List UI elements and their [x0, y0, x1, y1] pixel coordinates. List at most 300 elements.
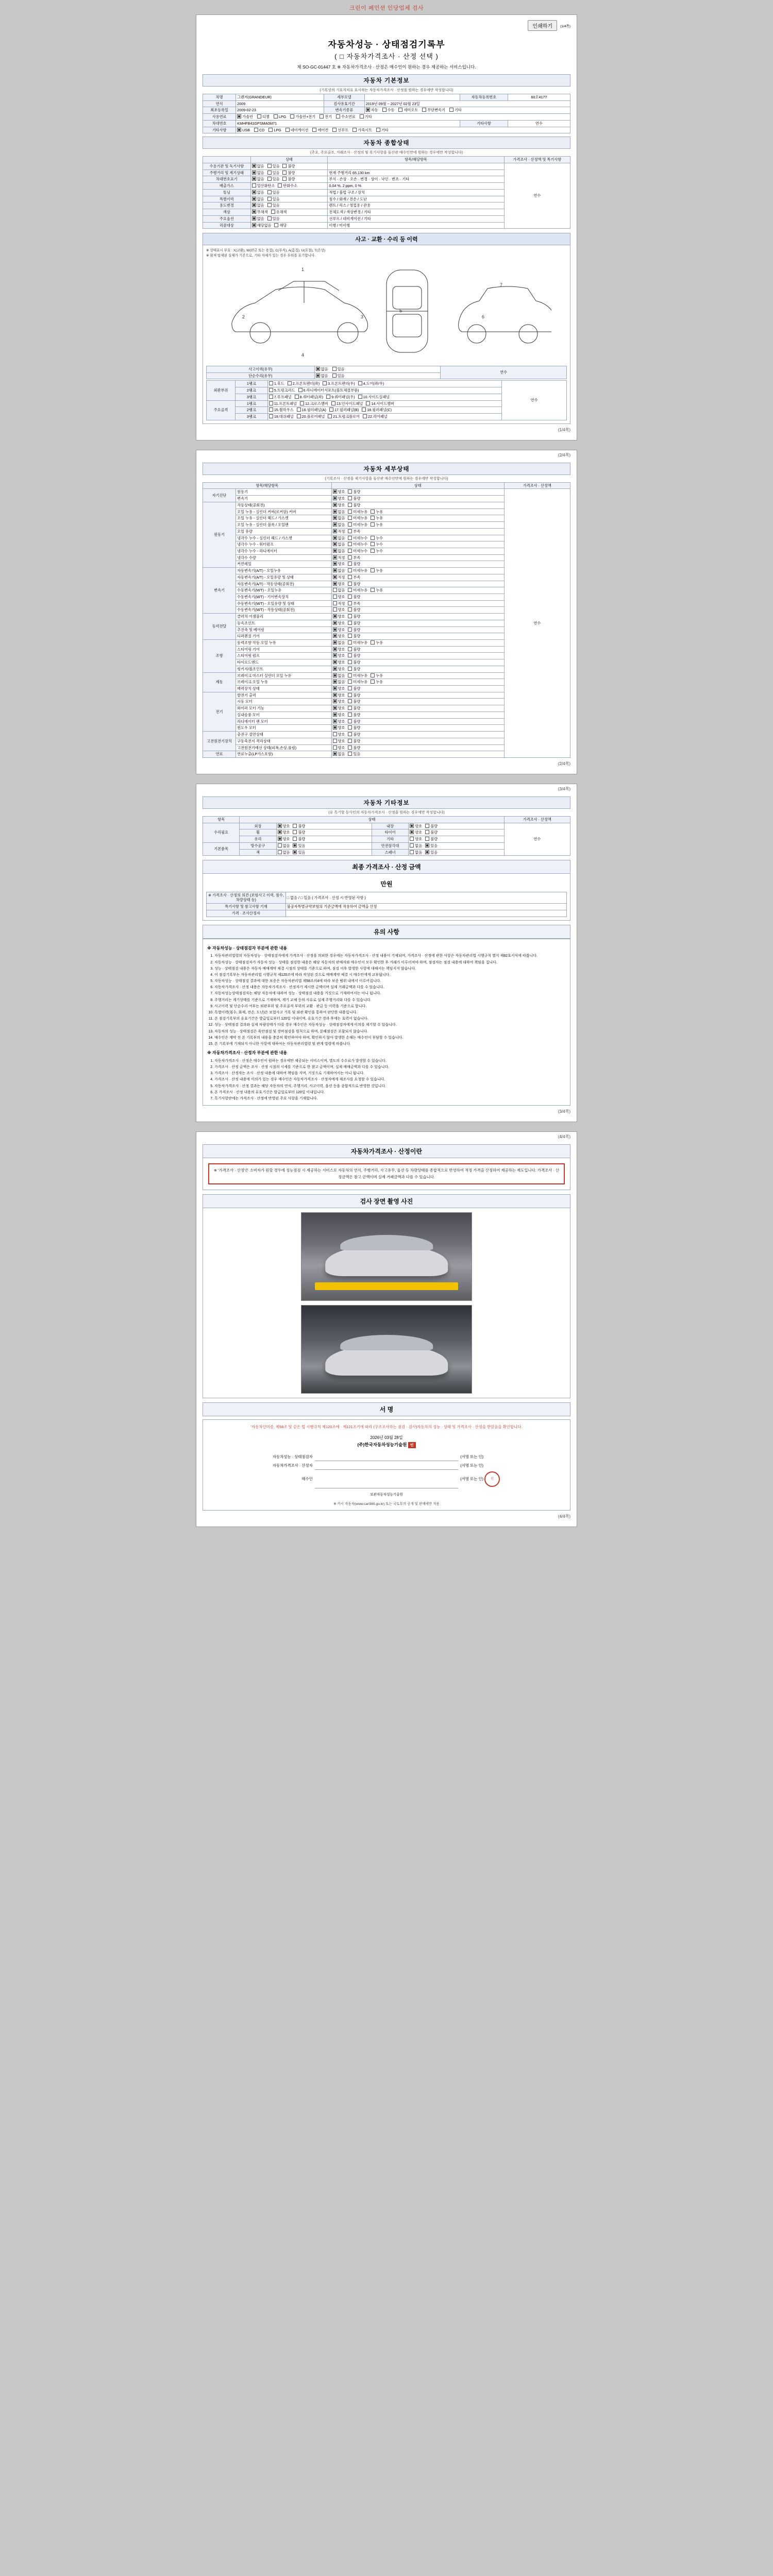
- part-option-0[interactable]: 1.후드: [269, 381, 284, 386]
- signature-value[interactable]: [315, 1470, 458, 1488]
- overall-opt-6-0[interactable]: 없음: [252, 203, 264, 208]
- detail-opt-6-5-0[interactable]: 양호: [333, 725, 345, 731]
- detail-state: [331, 659, 504, 666]
- part-option-0[interactable]: 19.대쉬패널: [269, 414, 294, 419]
- detail-opt-5-1-0[interactable]: 없음: [333, 680, 345, 685]
- detail-opt-4-0-0[interactable]: 없음: [333, 640, 345, 646]
- detail-opt-5-1-1[interactable]: 미세누유: [348, 680, 367, 685]
- detail-item: 추진축 및 베어링: [236, 626, 331, 633]
- note-item: 13. 자동차의 성능 · 상태점검은 육안점검 및 장비점검을 원칙으로 하며, 분해점검은 포함되지 않습니다.: [214, 1029, 566, 1035]
- section-notes: 유의 사항: [203, 925, 570, 939]
- section-etc-info: 자동차 기타정보: [203, 796, 570, 809]
- col-price: 가격조사 · 산정액: [504, 482, 570, 489]
- option-electric[interactable]: 전기: [320, 114, 332, 120]
- row-label: 주요옵션: [203, 215, 251, 222]
- detail-opt-5-0-0[interactable]: 없음: [333, 673, 345, 679]
- part-option-0[interactable]: 7.루프패널: [269, 395, 292, 400]
- detail-opt-7-0-0[interactable]: 양호: [333, 732, 345, 737]
- detail-opt-1-9-1[interactable]: 불량: [348, 562, 360, 567]
- detail-opt-7-0-1[interactable]: 불량: [348, 732, 360, 737]
- detail-opt-2-4-0[interactable]: 양호: [333, 595, 345, 600]
- detail-opt-2-5-0[interactable]: 적정: [333, 601, 345, 606]
- part-option-0[interactable]: 15.휠하우스: [269, 408, 294, 413]
- page-3: [196, 784, 577, 1122]
- option-cd[interactable]: CD: [254, 128, 264, 133]
- option-none[interactable]: 없음: [316, 367, 328, 372]
- detail-opt-1-9-0[interactable]: 양호: [333, 562, 345, 567]
- detail-opt-2-4-1[interactable]: 불량: [348, 595, 360, 600]
- detail-opt-6-0-0[interactable]: 양호: [333, 693, 345, 698]
- detail-opt-1-3-0[interactable]: 없음: [333, 522, 345, 528]
- accident-q1-label: 사고이력(유무): [207, 366, 315, 373]
- detail-state: [331, 626, 504, 633]
- detail-opt-1-8-1[interactable]: 부족: [348, 555, 360, 561]
- notes-list-2: [214, 1058, 566, 1101]
- etc-opt-a-0-1[interactable]: 불량: [293, 824, 305, 829]
- detail-state: [331, 614, 504, 620]
- detail-group-label: 원동기: [203, 502, 236, 567]
- detail-opt-1-2-2[interactable]: 누유: [371, 516, 383, 521]
- detail-state: [331, 633, 504, 640]
- row-detail: 현재 주행거리 65,130 km: [328, 170, 504, 176]
- detail-state: [331, 672, 504, 679]
- detail-state: [331, 554, 504, 561]
- overall-opt-7-1[interactable]: 유채색: [271, 210, 287, 215]
- detail-opt-8-0-0[interactable]: 없음: [333, 752, 345, 757]
- detail-opt-4-3-0[interactable]: 양호: [333, 660, 345, 665]
- detail-item: 자동변속기(A/T) - 오일누유: [236, 568, 331, 574]
- detail-opt-2-2-1[interactable]: 불량: [348, 582, 360, 587]
- detail-item: 동력조향 작동 오일 누유: [236, 640, 331, 647]
- row-state: [250, 222, 328, 229]
- detail-opt-1-6-0[interactable]: 없음: [333, 542, 345, 547]
- svg-text:4: 4: [301, 352, 305, 358]
- table-row: [203, 107, 570, 114]
- signature-value[interactable]: [315, 1452, 458, 1461]
- detail-opt-0-1-0[interactable]: 양호: [333, 496, 345, 501]
- detail-state: [331, 679, 504, 686]
- row-state: [250, 163, 328, 170]
- overall-opt-3-0[interactable]: 일산화탄소: [252, 183, 275, 189]
- overall-opt-1-2[interactable]: 불량: [282, 171, 295, 176]
- note-item: 12. 성능 · 상태점검 결과와 실제 차량상태가 다를 경우 매수인은 자동차성능 · 상태점검자에게 이의를 제기할 수 있습니다.: [214, 1022, 566, 1028]
- option-auto[interactable]: 자동: [366, 108, 378, 113]
- overall-opt-1-0[interactable]: 없음: [252, 171, 264, 176]
- detail-opt-4-0-2[interactable]: 누유: [371, 640, 383, 646]
- part-option-1[interactable]: 2.프론트팬더(좌): [288, 381, 320, 386]
- col-state: 상태: [240, 816, 504, 823]
- option-hybrid[interactable]: 가솔린+전기: [290, 114, 315, 120]
- detail-opt-1-5-1[interactable]: 미세누수: [348, 536, 367, 541]
- part-option-1[interactable]: 6.라디에이터서포트(볼트체결부품): [298, 388, 359, 393]
- detail-opt-5-0-2[interactable]: 누유: [371, 673, 383, 679]
- detail-state: [331, 600, 504, 607]
- option-cvt[interactable]: 무단변속기: [422, 108, 445, 113]
- part-option-2[interactable]: 13.인사이드패널: [331, 401, 363, 406]
- front-exterior-photo: [301, 1305, 472, 1394]
- part-option-2[interactable]: 21.트렁크플로어: [328, 414, 360, 419]
- price-remark-label: 특기사항 및 참고사항 기재: [207, 904, 286, 910]
- detail-opt-6-0-1[interactable]: 불량: [348, 693, 360, 698]
- detail-item: 냉각수 수량: [236, 554, 331, 561]
- row-detail: [328, 163, 504, 170]
- detail-opt-1-0-1[interactable]: 불량: [348, 503, 360, 508]
- etc-opt-a-1-1[interactable]: 불량: [293, 830, 305, 835]
- detail-opt-2-1-0[interactable]: 적정: [333, 575, 345, 580]
- overall-opt-7-0[interactable]: 무채색: [252, 210, 268, 215]
- detail-opt-1-4-1[interactable]: 부족: [348, 529, 360, 534]
- detail-item: 실내송풍 모터: [236, 711, 331, 718]
- overall-opt-8-1[interactable]: 있음: [267, 216, 280, 222]
- parts-rank: 1랭크: [235, 381, 267, 387]
- print-button[interactable]: 인쇄하기: [528, 20, 557, 31]
- detail-item: 라디에이터 팬 모터: [236, 718, 331, 725]
- detail-opt-2-6-0[interactable]: 양호: [333, 607, 345, 613]
- detail-opt-2-0-0[interactable]: 없음: [333, 568, 345, 573]
- overall-opt-4-0[interactable]: 없음: [252, 190, 264, 195]
- row-label: 색상: [203, 209, 251, 216]
- signature-value[interactable]: [315, 1461, 458, 1470]
- detail-opt-3-2-0[interactable]: 양호: [333, 628, 345, 633]
- detail-opt-3-3-0[interactable]: 양호: [333, 634, 345, 639]
- option-diesel[interactable]: 디젤: [257, 114, 270, 120]
- etc-opt-a-3-1[interactable]: 있음: [293, 843, 305, 849]
- detail-opt-1-5-0[interactable]: 없음: [333, 536, 345, 541]
- detail-opt-2-6-1[interactable]: 불량: [348, 607, 360, 613]
- detail-opt-0-1-1[interactable]: 불량: [348, 496, 360, 501]
- overall-opt-5-0[interactable]: 없음: [252, 197, 264, 202]
- etc-opt-a-3-0[interactable]: 없음: [278, 843, 290, 849]
- part-option-0[interactable]: 11.프론트패널: [269, 401, 297, 406]
- company-stamp-tag: 인: [408, 1442, 416, 1448]
- option-semiauto[interactable]: 세미오토: [398, 108, 418, 113]
- option-yes[interactable]: 있음: [332, 367, 345, 372]
- signature-row: [207, 1452, 566, 1461]
- etc-opt-a-4-0[interactable]: 없음: [278, 850, 290, 855]
- detail-state: [331, 718, 504, 725]
- detail-item: 수동변속기(M/T) - 오일유량 및 상태: [236, 600, 331, 607]
- detail-opt-6-4-1[interactable]: 불량: [348, 719, 360, 724]
- overall-opt-2-2[interactable]: 불량: [282, 177, 295, 182]
- option-none2[interactable]: 없음: [316, 374, 328, 379]
- option-hydrogen[interactable]: 수소연료: [336, 114, 356, 120]
- detail-opt-5-2-0[interactable]: 양호: [333, 686, 345, 691]
- detail-state: [331, 692, 504, 699]
- parts-items: [267, 414, 501, 420]
- price-note-table: [206, 892, 567, 917]
- detail-state: [331, 646, 504, 653]
- detail-opt-4-2-0[interactable]: 양호: [333, 653, 345, 658]
- detail-opt-4-4-0[interactable]: 양호: [333, 667, 345, 672]
- etc-opt-a-2-0[interactable]: 양호: [278, 837, 290, 842]
- etc-state-2: [409, 836, 504, 843]
- detail-opt-7-2-1[interactable]: 불량: [348, 745, 360, 751]
- detail-opt-7-1-0[interactable]: 양호: [333, 739, 345, 744]
- option-other[interactable]: 기타: [449, 108, 462, 113]
- table-row: [207, 381, 567, 387]
- detail-opt-8-0-1[interactable]: 있음: [348, 752, 360, 757]
- detail-item: 오일 누유 - 실린더 블록 / 오일팬: [236, 522, 331, 529]
- detail-opt-5-0-1[interactable]: 미세누유: [348, 673, 367, 679]
- signature-date: 2026년 03월 28일: [370, 1435, 403, 1440]
- svg-text:6: 6: [482, 314, 485, 319]
- detail-state: [331, 725, 504, 732]
- signature-row: [207, 1470, 566, 1488]
- detail-state: [331, 509, 504, 515]
- detail-opt-2-3-0[interactable]: 없음: [333, 588, 345, 593]
- detail-opt-3-0-1[interactable]: 불량: [348, 614, 360, 619]
- detail-opt-1-6-1[interactable]: 미세누수: [348, 542, 367, 547]
- detail-opt-1-3-1[interactable]: 미세누유: [348, 522, 367, 528]
- detail-opt-1-3-2[interactable]: 누유: [371, 522, 383, 528]
- detail-item: 디퍼렌셜 기어: [236, 633, 331, 640]
- option-usb[interactable]: USB: [237, 128, 250, 133]
- detail-opt-3-3-1[interactable]: 불량: [348, 634, 360, 639]
- detail-opt-1-1-2[interactable]: 누유: [371, 510, 383, 515]
- detail-opt-1-6-2[interactable]: 누수: [371, 542, 383, 547]
- option-lpg2[interactable]: LPG: [268, 128, 281, 133]
- part-option-3[interactable]: 22.리어패널: [363, 414, 388, 419]
- detail-opt-0-0-0[interactable]: 양호: [333, 489, 345, 495]
- detail-opt-2-2-0[interactable]: 양호: [333, 582, 345, 587]
- detail-state: [331, 541, 504, 548]
- part-option-2[interactable]: 17.필러패널(B): [329, 408, 359, 413]
- part-option-1[interactable]: 20.플로어패널: [297, 414, 325, 419]
- detail-opt-7-1-1[interactable]: 불량: [348, 739, 360, 744]
- part-option-3[interactable]: 14.사이드멤버: [366, 401, 394, 406]
- detail-state: [331, 699, 504, 705]
- detail-item: 원동기: [236, 489, 331, 496]
- page-4: [196, 1131, 577, 1527]
- detail-item: 윈도우 모터: [236, 725, 331, 732]
- cell-value: 2019년 09월 ~ 2027년 02월 23일: [364, 100, 570, 107]
- detail-item: 충전구 절연상태: [236, 732, 331, 738]
- etc-opt-b-4-0[interactable]: 없음: [410, 850, 422, 855]
- etc-opt-b-2-0[interactable]: 양호: [410, 837, 422, 842]
- etc-opt-a-4-1[interactable]: 있음: [293, 850, 305, 855]
- part-option-3[interactable]: 4.도어(좌/우): [358, 381, 384, 386]
- car-diagram-svg: [222, 261, 551, 364]
- overall-opt-9-1[interactable]: 해당: [274, 223, 287, 228]
- parts-rank: 3랭크: [235, 394, 267, 400]
- part-option-1[interactable]: 16.필러패널(A): [297, 408, 326, 413]
- row-state: [250, 209, 328, 216]
- row-state: [250, 183, 328, 190]
- overall-opt-2-0[interactable]: 없음: [252, 177, 264, 182]
- detail-opt-1-1-0[interactable]: 없음: [333, 510, 345, 515]
- overall-opt-6-1[interactable]: 있음: [267, 203, 280, 208]
- section-final-price: 최종 가격조사 · 산정 금액: [203, 860, 570, 874]
- detail-opt-2-1-1[interactable]: 부족: [348, 575, 360, 580]
- overall-opt-4-1[interactable]: 있음: [267, 190, 280, 195]
- detail-opt-3-0-0[interactable]: 양호: [333, 614, 345, 619]
- parts-group-label: 외판부위: [207, 381, 236, 400]
- detail-opt-0-0-1[interactable]: 불량: [348, 489, 360, 495]
- etc-opt-b-3-0[interactable]: 없음: [410, 843, 422, 849]
- section-guide: 자동차가격조사 · 산정이란: [203, 1144, 570, 1158]
- detail-opt-7-2-0[interactable]: 양호: [333, 745, 345, 751]
- detail-item: 등속조인트: [236, 620, 331, 626]
- detail-opt-1-5-2[interactable]: 누수: [371, 536, 383, 541]
- detail-opt-3-2-1[interactable]: 불량: [348, 628, 360, 633]
- page-title: 자동차성능 · 상태점검기록부: [328, 40, 445, 49]
- row-label: 특별이력: [203, 196, 251, 202]
- note-item: 3. 가격조사 · 산정자는 조사 · 산정 내용에 대하여 책임을 지며, 거짓으로 기재하여서는 아니 됩니다.: [214, 1071, 566, 1076]
- option-manual[interactable]: 수동: [382, 108, 395, 113]
- detail-opt-4-2-1[interactable]: 불량: [348, 653, 360, 658]
- col-item: 항목/해당항목: [203, 482, 332, 489]
- etc-group-label: 수리필요: [203, 823, 240, 842]
- overall-opt-0-1[interactable]: 있음: [267, 164, 280, 169]
- detail-opt-2-5-1[interactable]: 부족: [348, 601, 360, 606]
- detail-opt-6-2-1[interactable]: 불량: [348, 706, 360, 711]
- option-sunroof[interactable]: 선루프: [332, 128, 348, 133]
- overall-opt-0-2[interactable]: 불량: [282, 164, 295, 169]
- svg-text:3: 3: [361, 314, 364, 319]
- overall-opt-3-1[interactable]: 탄화수소: [278, 183, 297, 189]
- detail-group-label: 연료: [203, 751, 236, 758]
- accident-summary-table: [206, 366, 567, 379]
- option-aircon[interactable]: 에어컨: [312, 128, 328, 133]
- detail-opt-1-1-1[interactable]: 미세누유: [348, 510, 367, 515]
- page-label-2: (2/4쪽): [558, 452, 570, 457]
- detail-opt-2-0-1[interactable]: 미세누유: [348, 568, 367, 573]
- detail-state: [331, 744, 504, 751]
- cell-label: 연식: [203, 100, 236, 107]
- col-price: 가격조사 · 산정액: [504, 816, 570, 823]
- detail-opt-4-3-1[interactable]: 불량: [348, 660, 360, 665]
- parts-rank: 1랭크: [235, 400, 267, 407]
- overall-opt-0-0[interactable]: 없음: [252, 164, 264, 169]
- detail-opt-5-2-1[interactable]: 불량: [348, 686, 360, 691]
- section-etc-note: (유 특기할 동사인의 자동차가격조사 · 산정을 원하는 경우에만 작성합니다): [328, 810, 445, 815]
- option-fuel-other[interactable]: 기타: [360, 114, 372, 120]
- row-label: 배출가스: [203, 183, 251, 190]
- part-option-2[interactable]: 9.쿼터패널(우): [326, 395, 355, 400]
- detail-opt-1-8-0[interactable]: 적정: [333, 555, 345, 561]
- etc-state-1: [276, 849, 372, 856]
- cell-label: 차명: [203, 94, 236, 101]
- detail-group-label: 전기: [203, 692, 236, 731]
- option-etc[interactable]: 기타: [376, 128, 389, 133]
- detail-state: [331, 496, 504, 502]
- etc-opt-b-4-1[interactable]: 있음: [425, 850, 438, 855]
- table-row: [203, 120, 570, 127]
- part-option-3[interactable]: 10.사이드실패널: [358, 395, 390, 400]
- option-navi[interactable]: 네비게이션: [285, 128, 309, 133]
- etc-opt-a-1-0[interactable]: 양호: [278, 830, 290, 835]
- etc-opt-b-0-0[interactable]: 양호: [410, 824, 422, 829]
- option-leather[interactable]: 가죽시트: [352, 128, 372, 133]
- detail-opt-6-1-1[interactable]: 불량: [348, 699, 360, 704]
- signature-mark: (서명 또는 인): [460, 1454, 483, 1459]
- detail-opt-5-1-2[interactable]: 누유: [371, 680, 383, 685]
- cell-label: 세부모델: [324, 94, 364, 101]
- note-item: 5. 자동차성능 · 상태점검 결과에 대한 보증은 자동차관리법 제58조의4에 따라 보증 범위 내에서 이루어집니다.: [214, 978, 566, 984]
- etc-opt-a-2-1[interactable]: 불량: [293, 837, 305, 842]
- detail-opt-1-7-1[interactable]: 미세누수: [348, 549, 367, 554]
- detail-opt-4-4-1[interactable]: 불량: [348, 667, 360, 672]
- etc-opt-b-3-1[interactable]: 있음: [425, 843, 438, 849]
- etc-opt-b-1-0[interactable]: 양호: [410, 830, 422, 835]
- detail-item: 링키지/볼조인트: [236, 666, 331, 672]
- part-option-1[interactable]: 8.쿼터패널(좌): [295, 395, 324, 400]
- option-lpg[interactable]: LPG: [274, 114, 286, 120]
- detail-opt-1-0-0[interactable]: 양호: [333, 503, 345, 508]
- etc-state-2: [409, 829, 504, 836]
- etc-opt-a-0-0[interactable]: 양호: [278, 824, 290, 829]
- detail-opt-3-1-1[interactable]: 불량: [348, 621, 360, 626]
- etc-state-2: [409, 849, 504, 856]
- signature-mark: (서명 또는 인): [460, 1463, 483, 1468]
- overall-opt-1-1[interactable]: 있음: [267, 171, 280, 176]
- etc-state-2: [409, 842, 504, 849]
- section-overall-state: 자동차 종합상태: [203, 137, 570, 149]
- detail-opt-4-0-1[interactable]: 미세누유: [348, 640, 367, 646]
- note-item: 15. 본 기록부에 기재되지 아니한 사항에 대하여는 자동차관리법령 및 관계 법령에 따릅니다.: [214, 1041, 566, 1047]
- detail-opt-1-7-2[interactable]: 누수: [371, 549, 383, 554]
- option-yes2[interactable]: 있음: [332, 374, 345, 379]
- detail-opt-6-3-0[interactable]: 양호: [333, 713, 345, 718]
- detail-opt-1-2-0[interactable]: 없음: [333, 516, 345, 521]
- overall-opt-2-1[interactable]: 있음: [267, 177, 280, 182]
- detail-item: 스티어링 펌프: [236, 653, 331, 659]
- detail-opt-2-3-1[interactable]: 미세누유: [348, 588, 367, 593]
- detail-opt-3-1-0[interactable]: 양호: [333, 621, 345, 626]
- overall-rows: [203, 163, 570, 229]
- overall-opt-8-0[interactable]: 없음: [252, 216, 264, 222]
- etc-opt-b-2-1[interactable]: 불량: [425, 837, 438, 842]
- detail-item: 시동 모터: [236, 699, 331, 705]
- diagram-note-2: ※ 흰색 탑재된 실제가 기준으로, 기타 자체가 있는 경우 부위를 표기합니다.: [206, 254, 316, 258]
- section-basic-info: 자동차 기본정보: [203, 74, 570, 87]
- detail-state: [331, 705, 504, 712]
- page-3-footer: (3/4쪽): [558, 1109, 570, 1114]
- detail-opt-2-3-2[interactable]: 누유: [371, 588, 383, 593]
- parts-price-note: 연수: [502, 381, 567, 420]
- cell-label: 차대번호: [203, 120, 236, 127]
- guide-text: ※ '가격조사 · 산정'은 소비자가 원할 경우에 성능점검 시 제공하는 서비스로 자동차의 연식, 주행거리, 사고유무, 옵션 등 차량상태를 종합적으로 반영하여 적정 가격을 산정하여 제공하는 제도입니다. 가격조사 · 산정금액은 참고 금액이며 실제 거래금액과 다를 수 있습니다.: [208, 1163, 565, 1184]
- detail-opt-2-0-2[interactable]: 누유: [371, 568, 383, 573]
- etc-opt-b-1-1[interactable]: 불량: [425, 830, 438, 835]
- detail-opt-6-2-0[interactable]: 양호: [333, 706, 345, 711]
- detail-item: 냉각수 누수 - 워터펌프: [236, 541, 331, 548]
- detail-opt-1-7-0[interactable]: 없음: [333, 549, 345, 554]
- detail-opt-1-4-0[interactable]: 적정: [333, 529, 345, 534]
- part-option-1[interactable]: 12.크로스멤버: [300, 401, 328, 406]
- signature-org: 보관자동차성능기술원: [370, 1493, 403, 1497]
- part-option-2[interactable]: 3.프론트팬더(우): [323, 381, 355, 386]
- parts-items: [267, 381, 501, 387]
- detail-state: [331, 548, 504, 554]
- option-gasoline[interactable]: 가솔린: [237, 114, 253, 120]
- detail-opt-6-3-1[interactable]: 불량: [348, 713, 360, 718]
- detail-item: 수동변속기(M/T) - 기어변속장치: [236, 594, 331, 600]
- detail-opt-6-1-0[interactable]: 양호: [333, 699, 345, 704]
- detail-opt-6-5-1[interactable]: 불량: [348, 725, 360, 731]
- part-option-3[interactable]: 18.필러패널(C): [362, 408, 392, 413]
- detail-item: 냉각수 누수 - 실린더 헤드 / 가스켓: [236, 535, 331, 541]
- etc-opt-b-0-1[interactable]: 불량: [425, 824, 438, 829]
- detail-opt-1-2-1[interactable]: 미세누유: [348, 516, 367, 521]
- part-option-0[interactable]: 5.트렁크리드: [269, 388, 295, 393]
- overall-opt-5-1[interactable]: 있음: [267, 197, 280, 202]
- detail-opt-6-4-0[interactable]: 양호: [333, 719, 345, 724]
- detail-opt-4-1-0[interactable]: 양호: [333, 647, 345, 652]
- overall-opt-9-0[interactable]: 해당없음: [252, 223, 272, 228]
- detail-opt-4-1-1[interactable]: 불량: [348, 647, 360, 652]
- svg-text:7: 7: [500, 282, 503, 287]
